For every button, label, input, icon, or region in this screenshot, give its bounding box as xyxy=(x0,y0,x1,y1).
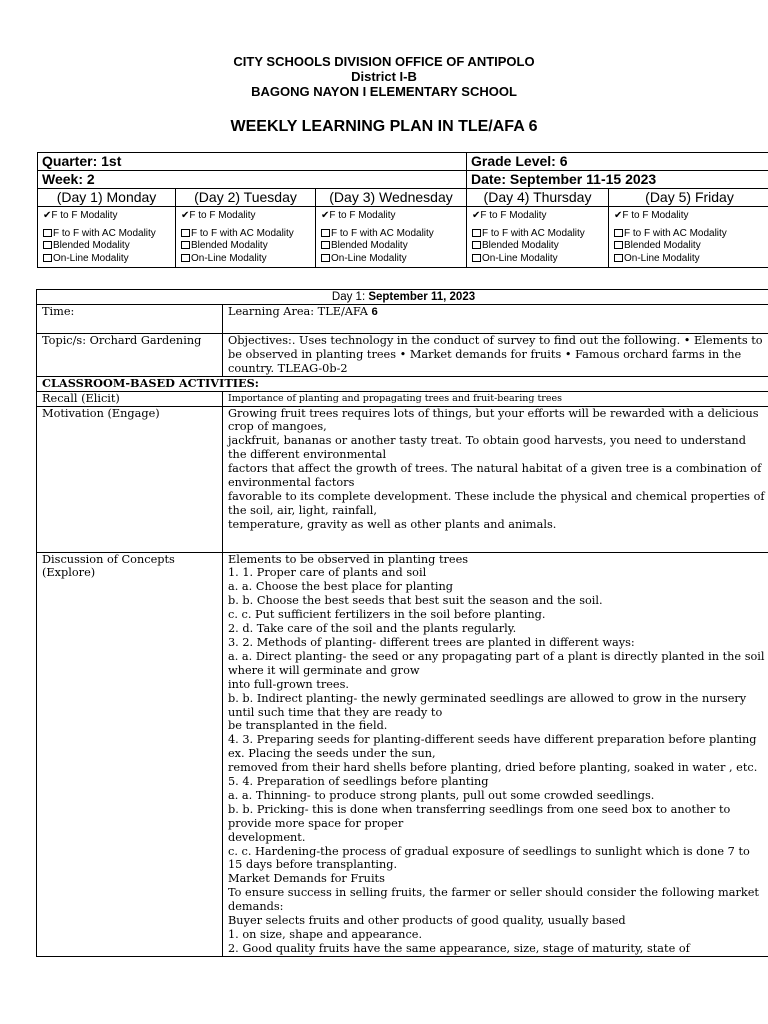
modality-cell-wednesday xyxy=(316,207,467,268)
modality-cell-thursday xyxy=(467,207,609,268)
check-mark-icon: ✔ xyxy=(181,210,190,221)
checkbox-icon xyxy=(321,254,330,262)
modality-blended: Blended Modality xyxy=(472,240,604,253)
modality-cell-tuesday xyxy=(176,207,316,268)
topic-cell: Topic/s: Orchard Gardening xyxy=(37,334,223,377)
recall-text: Importance of planting and propagating trees and fruit-bearing trees xyxy=(223,391,768,406)
discussion-label: Discussion of Concepts (Explore) xyxy=(37,552,223,956)
division-office-heading: CITY SCHOOLS DIVISION OFFICE OF ANTIPOLO xyxy=(233,54,535,69)
grade-level-cell: Grade Level: 6 xyxy=(467,153,768,171)
plan-info-table xyxy=(37,152,768,268)
check-mark-icon: ✔ xyxy=(472,210,481,221)
day-header-tuesday: (Day 2) Tuesday xyxy=(176,189,316,207)
checkbox-icon xyxy=(43,254,52,262)
date-cell: Date: September 11-15 2023 xyxy=(467,171,768,189)
modality-f2f: ✔F to F Modality xyxy=(321,210,396,221)
day1-activities-table xyxy=(36,289,768,957)
classroom-activities-heading: CLASSROOM-BASED ACTIVITIES: xyxy=(37,376,768,391)
checkbox-icon xyxy=(321,241,330,249)
modality-f2f-ac: F to F with AC Modality xyxy=(472,228,604,241)
checkbox-icon xyxy=(472,241,481,249)
discussion-text: Elements to be observed in planting trees 1. 1. Proper care of plants and soil a. a. Choose the best place for planting b. b. Choose the best seeds that best suit the season and the soil. c. c. Put sufficient fertilizers in the soil before planting. 2. d. Take care of the soil and the plants regularly. 3. 2. Methods of planting- different trees are planted in different ways: a. a. Direct planting- the seed or any propagating part of a plant is directly planted in the soil where it will germinate and grow into full-grown trees. b. b. Indirect planting- the newly germinated seedlings are allowed to grow in the nursery until such time that they are ready to be transplanted in the field. 4. 3. Preparing seeds for planting-different seeds have different preparation before planting ex. Placing the seeds under the sun, removed from their hard shells before planting, dried before planting, soaked in water , etc. 5. 4. Preparation of seedlings before planting a. a. Thinning- to produce strong plants, pull out some crowded seedlings. b. b. Pricking- this is done when transferring seedlings from one seed box to another to provide more space for proper development. c. c. Hardening-the process of gradual exposure of seedlings to sunlight which is done 7 to 15 days before transplanting. Market Demands for Fruits To ensure success in selling fruits, the farmer or seller should consider the following market demands: Buyer selects fruits and other products of good quality, usually based 1. on size, shape and appearance. 2. Good quality fruits have the same appearance, size, stage of maturity, state of xyxy=(223,552,768,956)
modality-f2f-ac: F to F with AC Modality xyxy=(321,228,462,241)
checkbox-icon xyxy=(472,229,481,237)
modality-online: On-Line Modality xyxy=(472,253,604,266)
check-mark-icon: ✔ xyxy=(43,210,52,221)
modality-f2f-ac: F to F with AC Modality xyxy=(43,228,171,241)
modality-online: On-Line Modality xyxy=(614,253,766,266)
modality-online: On-Line Modality xyxy=(181,253,311,266)
checkbox-icon xyxy=(472,254,481,262)
time-label: Time: xyxy=(37,305,223,334)
day1-date-row: Day 1: September 11, 2023 xyxy=(37,290,768,305)
modality-blended: Blended Modality xyxy=(43,240,171,253)
modality-blended: Blended Modality xyxy=(321,240,462,253)
modality-online: On-Line Modality xyxy=(43,253,171,266)
modality-f2f-ac: F to F with AC Modality xyxy=(614,228,766,241)
day-header-thursday: (Day 4) Thursday xyxy=(467,189,609,207)
checkbox-icon xyxy=(614,254,623,262)
modality-f2f: ✔F to F Modality xyxy=(181,210,256,221)
modality-f2f: ✔F to F Modality xyxy=(472,210,547,221)
check-mark-icon: ✔ xyxy=(321,210,330,221)
checkbox-icon xyxy=(181,254,190,262)
day-header-wednesday: (Day 3) Wednesday xyxy=(316,189,467,207)
modality-f2f: ✔F to F Modality xyxy=(614,210,689,221)
motivation-label: Motivation (Engage) xyxy=(37,406,223,552)
learning-area-cell: Learning Area: TLE/AFA 6 xyxy=(223,305,768,334)
modality-cell-monday xyxy=(38,207,176,268)
document-title: WEEKLY LEARNING PLAN IN TLE/AFA 6 xyxy=(230,118,538,135)
modality-blended: Blended Modality xyxy=(181,240,311,253)
checkbox-icon xyxy=(321,229,330,237)
day-header-friday: (Day 5) Friday xyxy=(609,189,768,207)
day-header-monday: (Day 1) Monday xyxy=(38,189,176,207)
modality-cell-friday xyxy=(609,207,768,268)
modality-online: On-Line Modality xyxy=(321,253,462,266)
modality-blended: Blended Modality xyxy=(614,240,766,253)
objectives-cell: Objectives:. Uses technology in the conduct of survey to find out the following. • Elements to be observed in planting trees • Market demands for fruits • Famous orchard farms in the country. TLEAG-0b-2 xyxy=(223,334,768,377)
modality-f2f-ac: F to F with AC Modality xyxy=(181,228,311,241)
school-name-heading: BAGONG NAYON I ELEMENTARY SCHOOL xyxy=(251,84,517,99)
motivation-text: Growing fruit trees requires lots of things, but your efforts will be rewarded with a delicious crop of mangoes, jackfruit, bananas or another tasty treat. To obtain good harvests, you need to understand the different environmental factors that affect the growth of trees. The natural habitat of a given tree is a combination of environmental factors favorable to its complete development. These include the physical and chemical properties of the soil, air, light, rainfall, temperature, gravity as well as other plants and animals. xyxy=(223,406,768,552)
quarter-cell: Quarter: 1st xyxy=(38,153,467,171)
week-cell: Week: 2 xyxy=(38,171,467,189)
recall-label: Recall (Elicit) xyxy=(37,391,223,406)
checkbox-icon xyxy=(43,229,52,237)
modality-f2f: ✔F to F Modality xyxy=(43,210,118,221)
district-heading: District I-B xyxy=(351,69,417,84)
checkbox-icon xyxy=(181,241,190,249)
checkbox-icon xyxy=(43,241,52,249)
checkbox-icon xyxy=(614,229,623,237)
checkbox-icon xyxy=(614,241,623,249)
check-mark-icon: ✔ xyxy=(614,210,623,221)
checkbox-icon xyxy=(181,229,190,237)
